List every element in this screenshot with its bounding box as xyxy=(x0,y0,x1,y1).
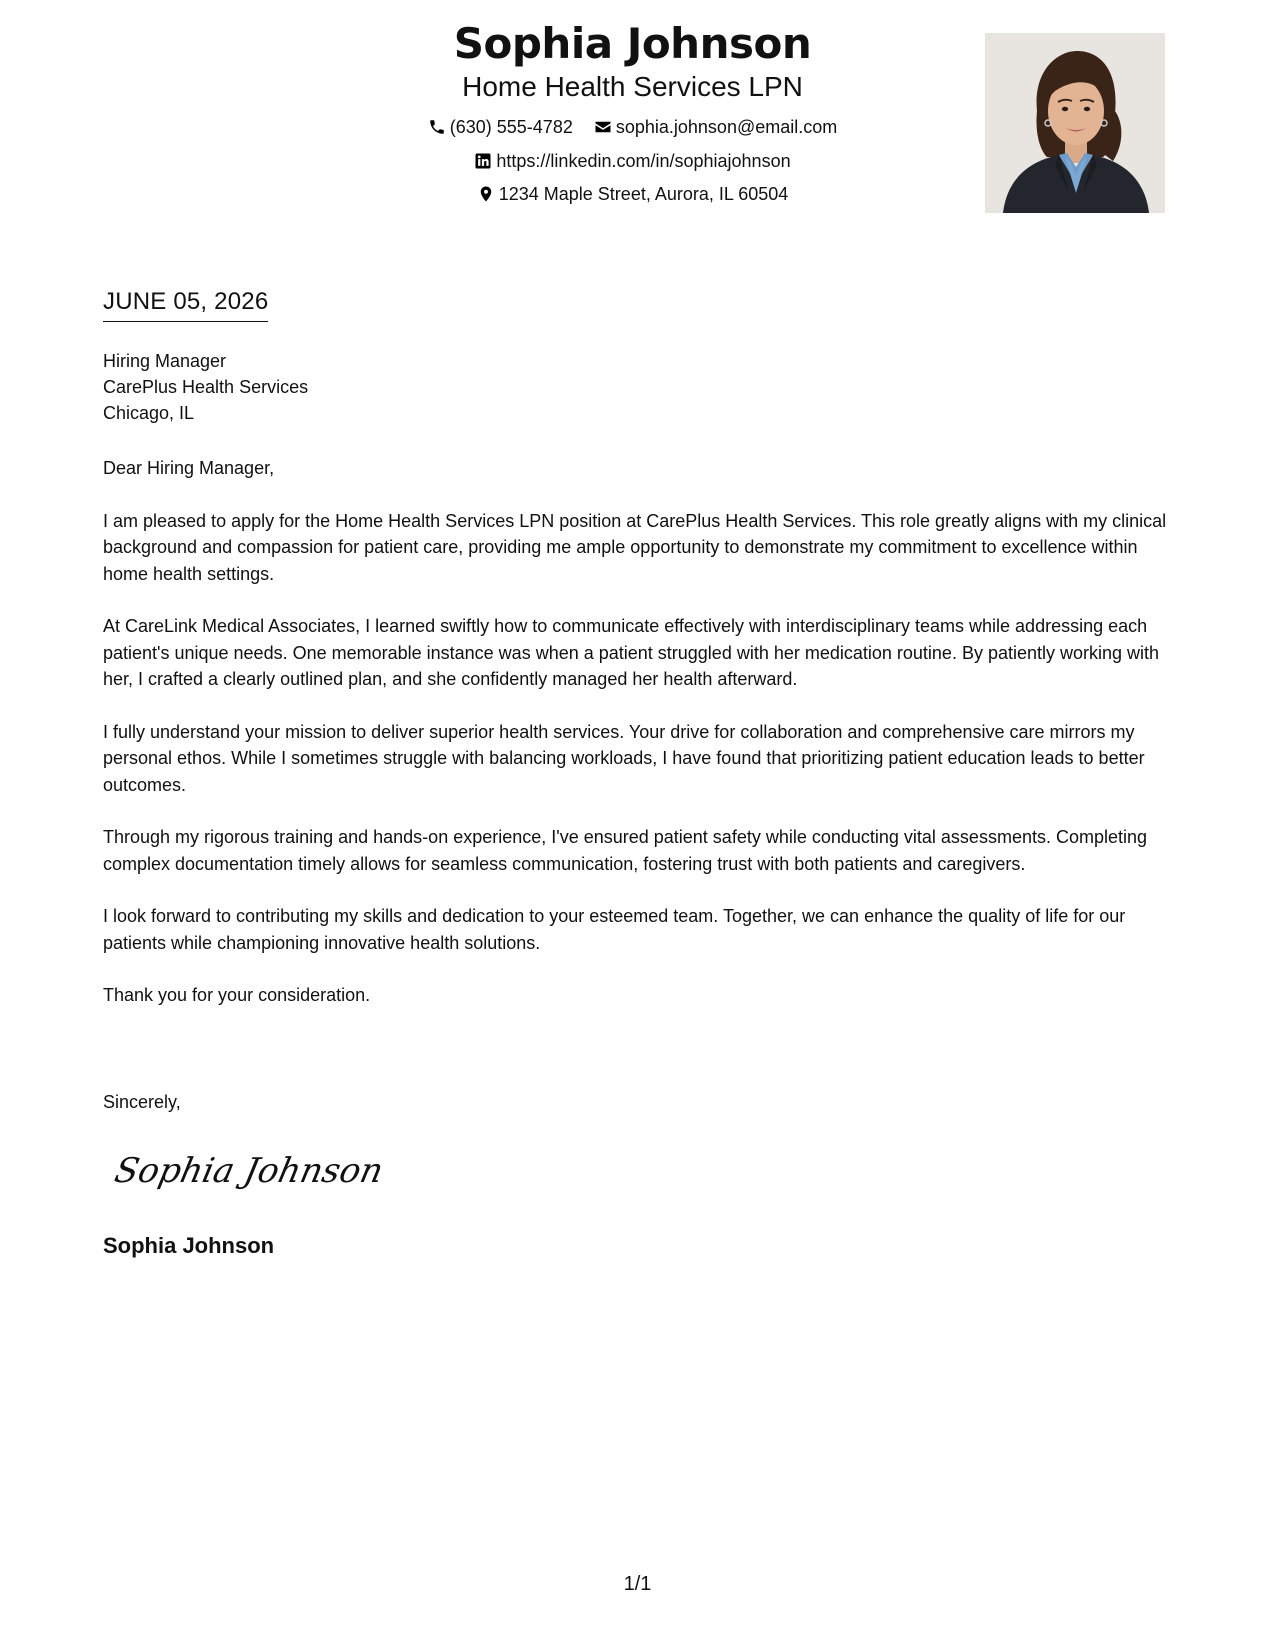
envelope-icon xyxy=(594,118,612,136)
body-paragraph: Through my rigorous training and hands-on experience, I've ensured patient safety while conducting vital assessments. Completing complex documentation timely allows for seamless communication, fostering trust with both patients and caregivers. xyxy=(103,827,1148,874)
contact-phone xyxy=(428,111,573,143)
contact-address xyxy=(477,178,789,210)
contact-email[interactable] xyxy=(594,111,837,143)
linkedin-icon xyxy=(474,152,492,170)
signature-image xyxy=(110,1140,387,1202)
address-text: 1234 Maple Street, Aurora, IL 60504 xyxy=(498,183,789,204)
letter-date: JUNE 05, 2026 xyxy=(103,287,268,322)
recipient-location: Chicago, IL xyxy=(103,403,195,423)
recipient-block xyxy=(103,348,308,426)
signer-name: Sophia Johnson xyxy=(103,1233,275,1258)
profile-photo xyxy=(985,33,1165,213)
signature-text: Sophia Johnson xyxy=(111,1151,387,1191)
letter-body xyxy=(103,455,1173,1035)
map-pin-icon xyxy=(477,185,495,203)
phone-text: (630) 555-4782 xyxy=(449,117,573,138)
linkedin-text[interactable]: https://linkedin.com/in/sophiajohnson xyxy=(496,150,791,171)
closing: Sincerely, xyxy=(103,1092,181,1112)
applicant-name: Sophia Johnson xyxy=(453,19,812,68)
recipient-company: CarePlus Health Services xyxy=(103,377,309,397)
body-paragraph: I fully understand your mission to deliver superior health services. Your drive for collaboration and comprehensive care mirrors my personal ethos. While I sometimes struggle with balancing workloads, I have found that prioritizing patient education leads to better outcomes. xyxy=(103,721,1145,795)
page-number: 1/1 xyxy=(623,1573,652,1595)
salutation: Dear Hiring Manager, xyxy=(103,458,275,478)
email-text[interactable]: sophia.johnson@email.com xyxy=(615,117,838,138)
recipient-title: Hiring Manager xyxy=(103,351,227,371)
thank-you-line: Thank you for your consideration. xyxy=(103,985,371,1005)
contact-linkedin[interactable] xyxy=(474,145,790,177)
body-paragraph: I look forward to contributing my skills and dedication to your esteemed team. Together, we can enhance the quality of life for our patients while championing innovative health solutions. xyxy=(103,906,1126,953)
body-paragraph: At CareLink Medical Associates, I learned swiftly how to communicate effectively with interdisciplinary teams while addressing each patient's unique needs. One memorable instance was when a patient struggled with her medication routine. By patiently working with her, I crafted a clearly outlined plan, and she confidently managed her health afterward. xyxy=(103,616,1160,689)
job-title: Home Health Services LPN xyxy=(462,71,803,102)
body-paragraph: I am pleased to apply for the Home Health Services LPN position at CarePlus Health Services. This role greatly aligns with my clinical background and compassion for patient care, providing me ample opportunity to demonstrate my commitment to excellence within home health settings. xyxy=(103,510,1167,584)
phone-icon xyxy=(428,118,446,136)
